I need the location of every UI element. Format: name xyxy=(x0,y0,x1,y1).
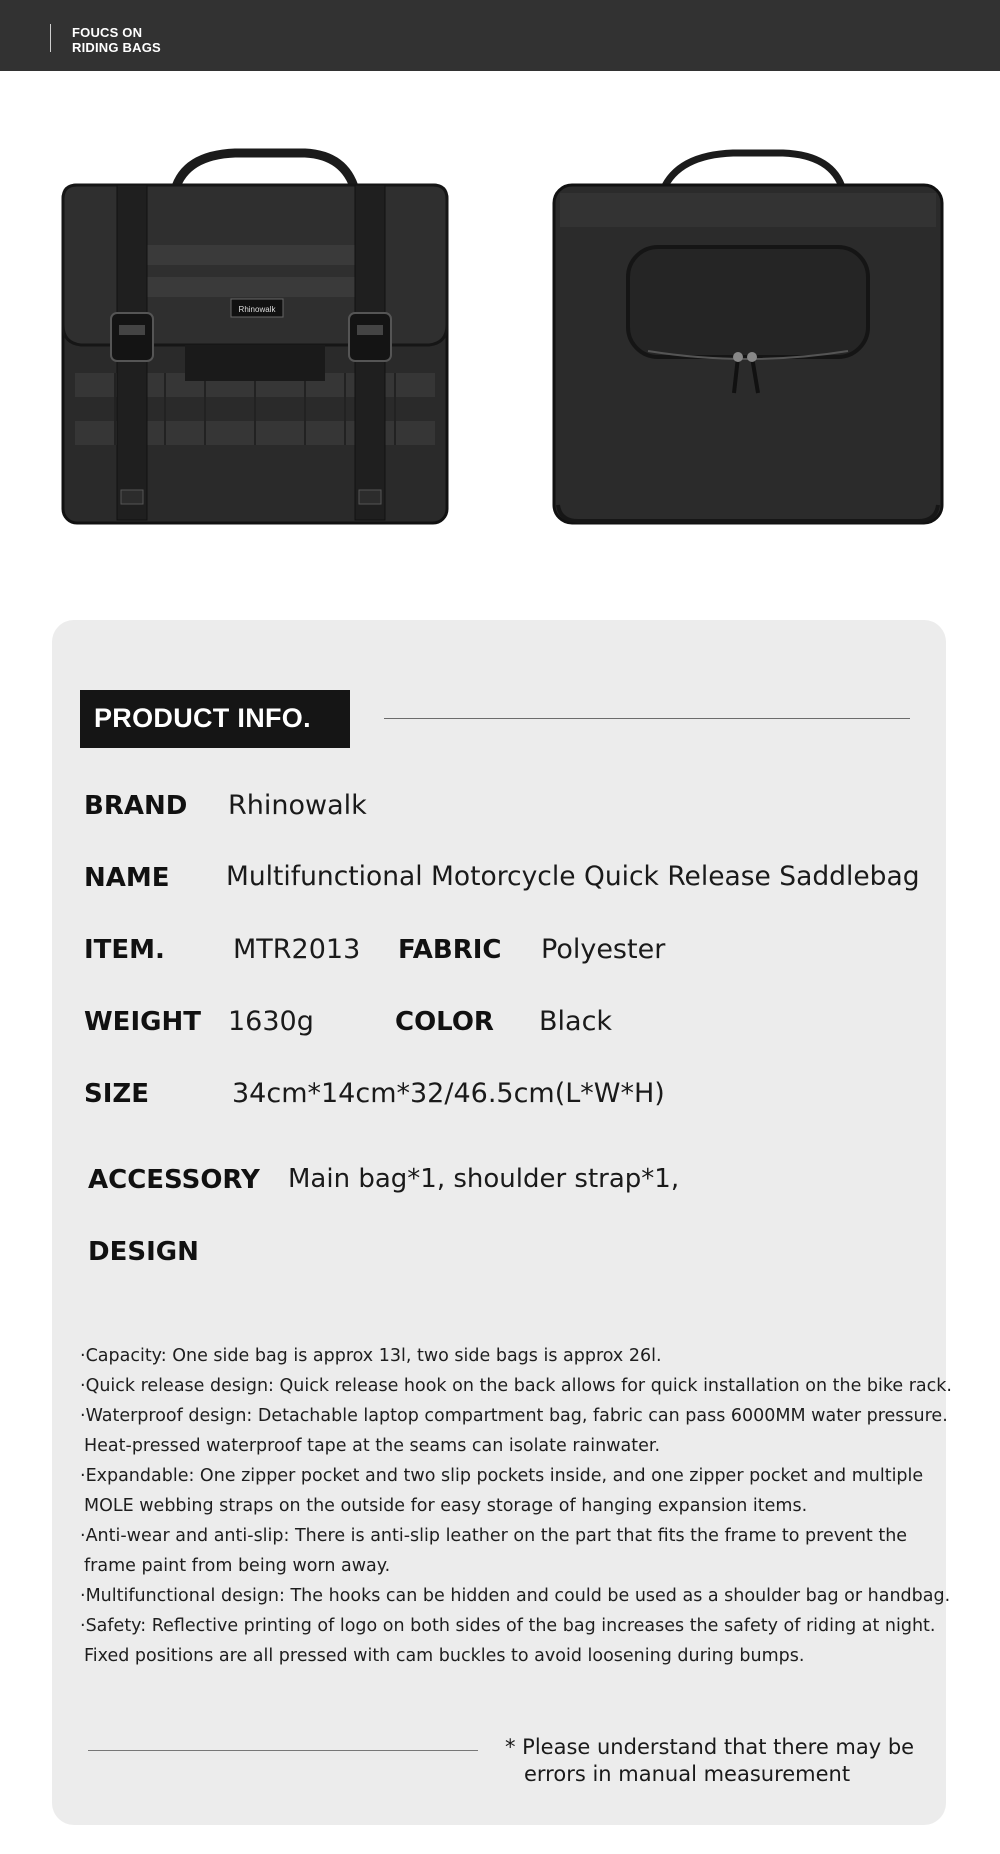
name-value: Multifunctional Motorcycle Quick Release Saddlebag xyxy=(226,861,920,892)
design-line: ·Expandable: One zipper pocket and two slip pockets inside, and one zipper pocket and multiple xyxy=(80,1466,924,1486)
footnote-line1: * Please understand that there may be xyxy=(505,1735,915,1759)
design-line: Heat-pressed waterproof tape at the seams can isolate rainwater. xyxy=(84,1436,661,1456)
bag-logo-mark: Rhinowalk xyxy=(238,305,276,314)
weight-label: WEIGHT xyxy=(84,1007,201,1037)
saddlebag-back-photo xyxy=(548,145,948,525)
banner-divider xyxy=(50,24,51,52)
product-info-panel xyxy=(52,620,952,1825)
brand-value: Rhinowalk xyxy=(228,790,367,821)
fabric-value: Polyester xyxy=(541,934,666,965)
accessory-label: ACCESSORY xyxy=(88,1165,260,1195)
banner-tag-line1: FOUCS ON xyxy=(72,25,143,40)
design-line: MOLE webbing straps on the outside for easy storage of hanging expansion items. xyxy=(84,1496,808,1516)
product-info-title: PRODUCT INFO. xyxy=(94,703,311,733)
design-line: ·Capacity: One side bag is approx 13l, two side bags is approx 26l. xyxy=(80,1346,662,1366)
measurement-footnote xyxy=(505,1734,914,1788)
size-label: SIZE xyxy=(84,1079,150,1109)
design-line: ·Waterproof design: Detachable laptop compartment bag, fabric can pass 6000MM water pressure. xyxy=(80,1406,948,1426)
title-rule xyxy=(384,718,910,719)
design-line: Fixed positions are all pressed with cam buckles to avoid loosening during bumps. xyxy=(84,1646,805,1666)
design-line: ·Quick release design: Quick release hook on the back allows for quick installation on the bike rack. xyxy=(80,1376,952,1396)
footnote-rule xyxy=(88,1750,478,1751)
color-value: Black xyxy=(539,1006,613,1037)
name-label: NAME xyxy=(84,863,170,893)
design-line: ·Anti-wear and anti-slip: There is anti-slip leather on the part that fits the frame to prevent the xyxy=(80,1526,908,1546)
top-banner xyxy=(0,0,1000,71)
item-value: MTR2013 xyxy=(233,934,361,965)
design-list xyxy=(80,1341,952,1671)
design-line: ·Safety: Reflective printing of logo on both sides of the bag increases the safety of riding at night. xyxy=(80,1616,936,1636)
accessory-value: Main bag*1, shoulder strap*1, xyxy=(288,1164,680,1194)
banner-tag-line2: RIDING BAGS xyxy=(72,40,161,55)
footnote-line2: errors in manual measurement xyxy=(524,1762,851,1786)
design-line: frame paint from being worn away. xyxy=(84,1556,391,1576)
banner-tag xyxy=(72,25,161,55)
color-label: COLOR xyxy=(395,1007,494,1037)
size-value: 34cm*14cm*32/46.5cm(L*W*H) xyxy=(232,1078,665,1109)
design-line: ·Multifunctional design: The hooks can be hidden and could be used as a shoulder bag or handbag. xyxy=(80,1586,951,1606)
fabric-label: FABRIC xyxy=(398,935,502,965)
product-info-title-box xyxy=(80,690,350,748)
saddlebag-front-photo xyxy=(55,145,455,525)
weight-value: 1630g xyxy=(228,1006,314,1037)
design-label: DESIGN xyxy=(88,1237,199,1267)
item-label: ITEM. xyxy=(84,935,165,965)
brand-label: BRAND xyxy=(84,791,188,821)
